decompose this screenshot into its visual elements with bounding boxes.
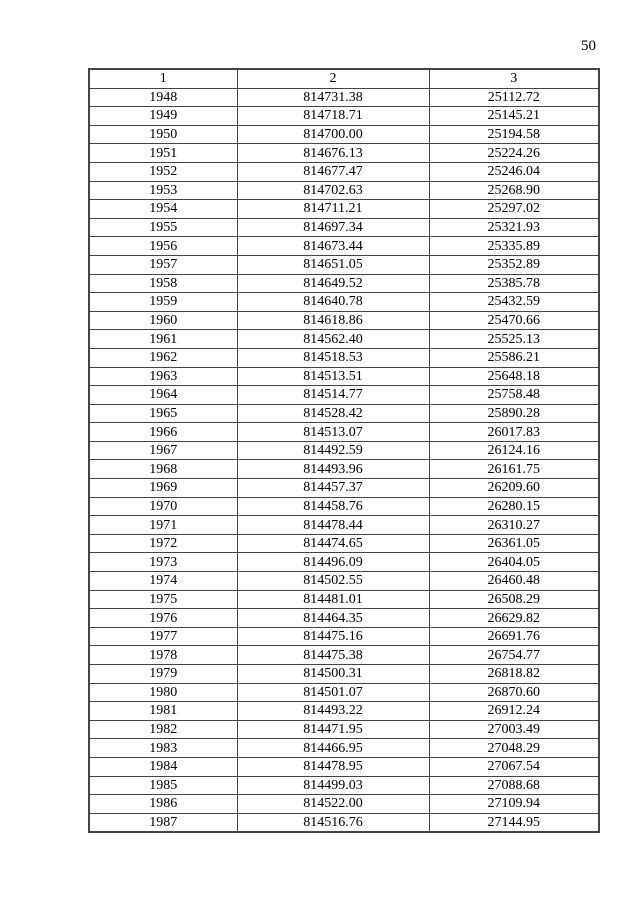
table-cell: 1972: [89, 534, 237, 553]
table-cell: 1957: [89, 255, 237, 274]
table-cell: 814528.42: [237, 404, 429, 423]
table-cell: 814697.34: [237, 218, 429, 237]
table-cell: 1980: [89, 683, 237, 702]
data-table: [88, 68, 600, 833]
table-cell: 26818.82: [429, 665, 599, 684]
table-cell: 26912.24: [429, 702, 599, 721]
table-cell: 814474.65: [237, 534, 429, 553]
table-cell: 814493.96: [237, 460, 429, 479]
table-row: [89, 404, 599, 423]
table-cell: 25297.02: [429, 200, 599, 219]
table-cell: 1948: [89, 88, 237, 107]
table-cell: 1953: [89, 181, 237, 200]
table-row: [89, 702, 599, 721]
table-row: [89, 311, 599, 330]
table-cell: 1952: [89, 162, 237, 181]
table-cell: 1962: [89, 348, 237, 367]
table-row: [89, 795, 599, 814]
table-cell: 814618.86: [237, 311, 429, 330]
page-number: 50: [581, 38, 596, 54]
table-cell: 26017.83: [429, 423, 599, 442]
table-cell: 1968: [89, 460, 237, 479]
table-row: [89, 237, 599, 256]
table-cell: 1984: [89, 757, 237, 776]
table-cell: 26404.05: [429, 553, 599, 572]
table-cell: 1978: [89, 646, 237, 665]
table-row: [89, 274, 599, 293]
table-cell: 26310.27: [429, 516, 599, 535]
table-cell: 814731.38: [237, 88, 429, 107]
table-cell: 26460.48: [429, 572, 599, 591]
table-cell: 814475.38: [237, 646, 429, 665]
table-cell: 26161.75: [429, 460, 599, 479]
table-cell: 1977: [89, 627, 237, 646]
table-cell: 814718.71: [237, 107, 429, 126]
table-cell: 1954: [89, 200, 237, 219]
table-row: [89, 683, 599, 702]
table-cell: 1979: [89, 665, 237, 684]
column-header-3: 3: [429, 69, 599, 88]
table-cell: 814500.31: [237, 665, 429, 684]
table-cell: 25648.18: [429, 367, 599, 386]
table-cell: 25890.28: [429, 404, 599, 423]
table-cell: 1964: [89, 386, 237, 405]
table-cell: 814478.44: [237, 516, 429, 535]
table-cell: 26629.82: [429, 609, 599, 628]
table-cell: 814673.44: [237, 237, 429, 256]
table-cell: 1973: [89, 553, 237, 572]
table-row: [89, 107, 599, 126]
table-row: [89, 720, 599, 739]
table-cell: 1959: [89, 293, 237, 312]
table-cell: 1961: [89, 330, 237, 349]
table-row: [89, 572, 599, 591]
table-cell: 814640.78: [237, 293, 429, 312]
table-cell: 814522.00: [237, 795, 429, 814]
table-cell: 814481.01: [237, 590, 429, 609]
table-row: [89, 609, 599, 628]
table-row: [89, 665, 599, 684]
table-cell: 27048.29: [429, 739, 599, 758]
table-cell: 1966: [89, 423, 237, 442]
table-row: [89, 627, 599, 646]
table-cell: 1982: [89, 720, 237, 739]
table-row: [89, 590, 599, 609]
table-cell: 25525.13: [429, 330, 599, 349]
table-cell: 27109.94: [429, 795, 599, 814]
table-cell: 1987: [89, 813, 237, 832]
table-cell: 1965: [89, 404, 237, 423]
table-cell: 27067.54: [429, 757, 599, 776]
table-body: [89, 88, 599, 832]
table-cell: 1986: [89, 795, 237, 814]
table-cell: 814562.40: [237, 330, 429, 349]
table-cell: 1969: [89, 479, 237, 498]
table-cell: 25145.21: [429, 107, 599, 126]
column-header-1: 1: [89, 69, 237, 88]
table-row: [89, 757, 599, 776]
table-row: [89, 776, 599, 795]
table-cell: 814458.76: [237, 497, 429, 516]
table-cell: 814513.07: [237, 423, 429, 442]
table-cell: 26691.76: [429, 627, 599, 646]
table-row: [89, 330, 599, 349]
table-cell: 814475.16: [237, 627, 429, 646]
table-row: [89, 367, 599, 386]
table-row: [89, 218, 599, 237]
table-cell: 25321.93: [429, 218, 599, 237]
table-cell: 814677.47: [237, 162, 429, 181]
table-cell: 814514.77: [237, 386, 429, 405]
table-cell: 1950: [89, 125, 237, 144]
table-cell: 1970: [89, 497, 237, 516]
table-cell: 1955: [89, 218, 237, 237]
table-cell: 1949: [89, 107, 237, 126]
table-row: [89, 516, 599, 535]
table-cell: 814516.76: [237, 813, 429, 832]
table-cell: 26124.16: [429, 441, 599, 460]
table-cell: 1976: [89, 609, 237, 628]
table-row: [89, 348, 599, 367]
table-row: [89, 813, 599, 832]
table-row: [89, 255, 599, 274]
table-cell: 26870.60: [429, 683, 599, 702]
table-cell: 814464.35: [237, 609, 429, 628]
table-row: [89, 441, 599, 460]
table-cell: 1985: [89, 776, 237, 795]
table-cell: 1971: [89, 516, 237, 535]
column-header-2: 2: [237, 69, 429, 88]
table-cell: 1958: [89, 274, 237, 293]
table-cell: 27003.49: [429, 720, 599, 739]
table-row: [89, 125, 599, 144]
table-row: [89, 460, 599, 479]
table-cell: 1956: [89, 237, 237, 256]
table-row: [89, 553, 599, 572]
table-cell: 814478.95: [237, 757, 429, 776]
table-row: [89, 144, 599, 163]
table-row: [89, 181, 599, 200]
table-cell: 1960: [89, 311, 237, 330]
table-cell: 814518.53: [237, 348, 429, 367]
table-cell: 25335.89: [429, 237, 599, 256]
table-cell: 814700.00: [237, 125, 429, 144]
table-cell: 25194.58: [429, 125, 599, 144]
table-cell: 25224.26: [429, 144, 599, 163]
table-cell: 814711.21: [237, 200, 429, 219]
table-cell: 814502.55: [237, 572, 429, 591]
table-cell: 1983: [89, 739, 237, 758]
table-row: [89, 200, 599, 219]
table-cell: 814493.22: [237, 702, 429, 721]
table-row: [89, 534, 599, 553]
table-cell: 1981: [89, 702, 237, 721]
table-cell: 814492.59: [237, 441, 429, 460]
table-cell: 25432.59: [429, 293, 599, 312]
table-cell: 814457.37: [237, 479, 429, 498]
table-cell: 25586.21: [429, 348, 599, 367]
table-cell: 26754.77: [429, 646, 599, 665]
table-cell: 814651.05: [237, 255, 429, 274]
table-cell: 25268.90: [429, 181, 599, 200]
table-cell: 814496.09: [237, 553, 429, 572]
table-cell: 814649.52: [237, 274, 429, 293]
table-row: [89, 739, 599, 758]
table-cell: 1951: [89, 144, 237, 163]
table-row: [89, 88, 599, 107]
table-cell: 814471.95: [237, 720, 429, 739]
table-cell: 25246.04: [429, 162, 599, 181]
table-cell: 25470.66: [429, 311, 599, 330]
table-cell: 25385.78: [429, 274, 599, 293]
table-cell: 1974: [89, 572, 237, 591]
table-cell: 1963: [89, 367, 237, 386]
table-row: [89, 162, 599, 181]
table-cell: 26280.15: [429, 497, 599, 516]
table-cell: 27144.95: [429, 813, 599, 832]
table-cell: 25112.72: [429, 88, 599, 107]
table-cell: 814676.13: [237, 144, 429, 163]
table-cell: 25352.89: [429, 255, 599, 274]
header-row: [89, 69, 599, 88]
table-cell: 1967: [89, 441, 237, 460]
table-row: [89, 293, 599, 312]
table-cell: 814499.03: [237, 776, 429, 795]
table-cell: 27088.68: [429, 776, 599, 795]
table-cell: 814702.63: [237, 181, 429, 200]
table-header: [89, 69, 599, 88]
table-row: [89, 423, 599, 442]
table-row: [89, 646, 599, 665]
table-cell: 814501.07: [237, 683, 429, 702]
table-row: [89, 386, 599, 405]
table-cell: 26508.29: [429, 590, 599, 609]
table-cell: 814513.51: [237, 367, 429, 386]
table-row: [89, 497, 599, 516]
table-cell: 814466.95: [237, 739, 429, 758]
table-cell: 26209.60: [429, 479, 599, 498]
table-cell: 25758.48: [429, 386, 599, 405]
table-row: [89, 479, 599, 498]
table-cell: 26361.05: [429, 534, 599, 553]
table-cell: 1975: [89, 590, 237, 609]
